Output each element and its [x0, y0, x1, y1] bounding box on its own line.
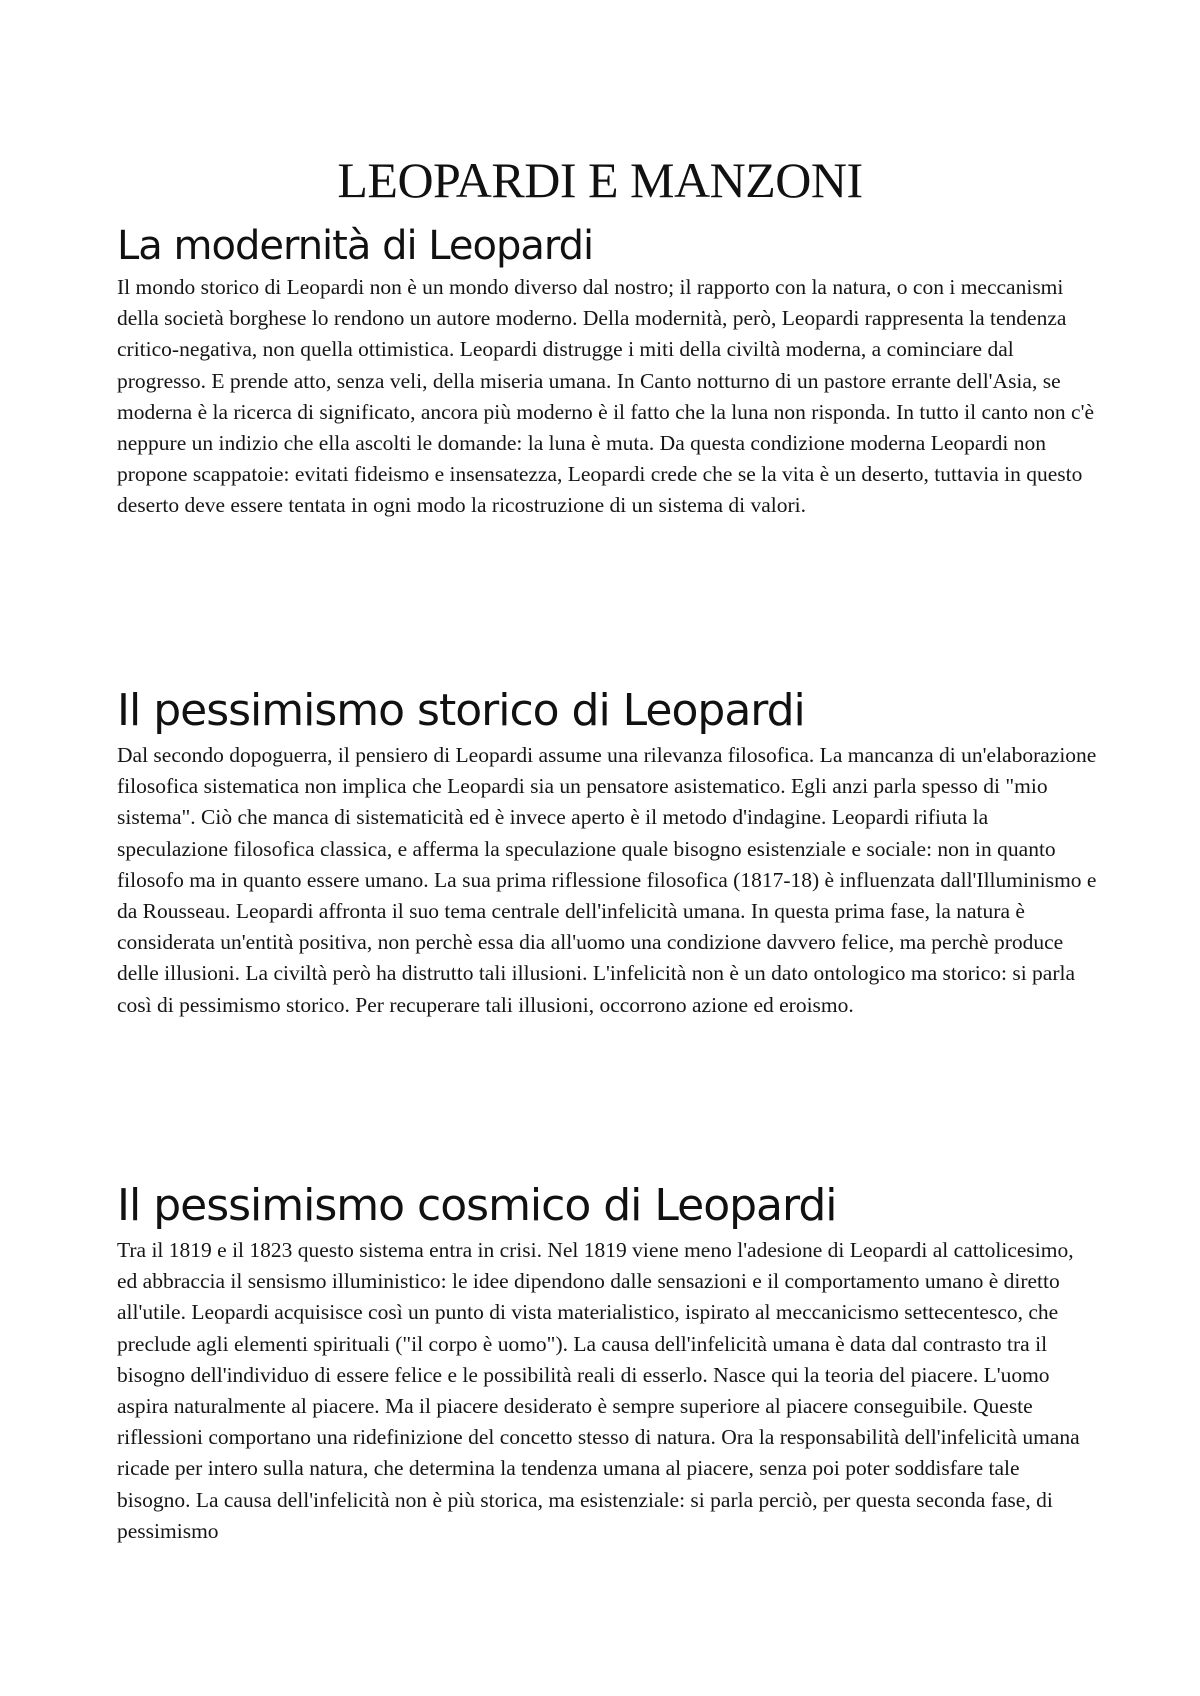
section-paragraph: Tra il 1819 e il 1823 questo sistema entra in crisi. Nel 1819 viene meno l'adesione di Leopardi al cattolicesimo, ed abbraccia il sensismo illuministico: le idee dipendono dalle sensazioni e il comportamento umano è diretto all'utile. Leopardi acquisisce così un punto di vista materialistico, ispirato al meccanicismo settecentesco, che preclude agli elementi spirituali ("il corpo è uomo"). La causa dell'infelicità umana è data dal contrasto tra il bisogno dell'individuo di essere felice e le possibilità reali di esserlo. Nasce qui la teoria del piacere. L'uomo aspira naturalmente al piacere. Ma il piacere desiderato è sempre superiore al piacere conseguibile. Queste riflessioni comportano una ridefinizione del concetto stesso di natura. Ora la responsabilità dell'infelicità umana ricade per intero sulla natura, che determina la tendenza umana al piacere, senza poi poter soddisfare tale bisogno. La causa dell'infelicità non è più storica, ma esistenziale: si parla perciò, per questa seconda fase, di pessimismo [117, 1238, 1080, 1543]
section-heading: Il pessimismo storico di Leopardi [117, 685, 805, 736]
document-title: LEOPARDI E MANZONI [337, 152, 863, 208]
section-paragraph: Il mondo storico di Leopardi non è un mondo diverso dal nostro; il rapporto con la natura, o con i meccanismi della società borghese lo rendono un autore moderno. Della modernità, però, Leopardi rappresenta la tendenza critico-negativa, non quella ottimistica. Leopardi distrugge i miti della civiltà moderna, a cominciare dal progresso. E prende atto, senza veli, della miseria umana. In Canto notturno di un pastore errante dell'Asia, se moderna è la ricerca di significato, ancora più moderno è il fatto che la luna non risponda. In tutto il canto non c'è neppure un indizio che ella ascolti le domande: la luna è muta. Da questa condizione moderna Leopardi non propone scappatoie: evitati fideismo e insensatezza, Leopardi crede che se la vita è un deserto, tuttavia in questo deserto deve essere tentata in ogni modo la ricostruzione di un sistema di valori. [117, 275, 1095, 518]
section-heading: La modernità di Leopardi [117, 223, 594, 269]
section-pessimismo-cosmico [117, 1179, 1097, 1547]
section-paragraph: Dal secondo dopoguerra, il pensiero di Leopardi assume una rilevanza filosofica. La mancanza di un'elaborazione filosofica sistematica non implica che Leopardi sia un pensatore asistematico. Egli anzi parla spesso di "mio sistema". Ciò che manca di sistematicità ed è invece aperto è il metodo d'indagine. Leopardi rifiuta la speculazione filosofica classica, e afferma la speculazione quale bisogno esistenziale e sociale: non in quanto filosofo ma in quanto essere umano. La sua prima riflessione filosofica (1817-18) è influenzata dall'Illuminismo e da Rousseau. Leopardi affronta il suo tema centrale dell'infelicità umana. In questa prima fase, la natura è considerata un'entità positiva, non perchè essa dia all'uomo una condizione davvero felice, ma perchè produce delle illusioni. La civiltà però ha distrutto tali illusioni. L'infelicità non è un dato ontologico ma storico: si parla così di pessimismo storico. Per recuperare tali illusioni, occorrono azione ed eroismo. [117, 743, 1097, 1017]
section-heading: Il pessimismo cosmico di Leopardi [117, 1180, 837, 1231]
section-modernita [117, 222, 1097, 522]
section-pessimismo-storico [117, 684, 1097, 1021]
